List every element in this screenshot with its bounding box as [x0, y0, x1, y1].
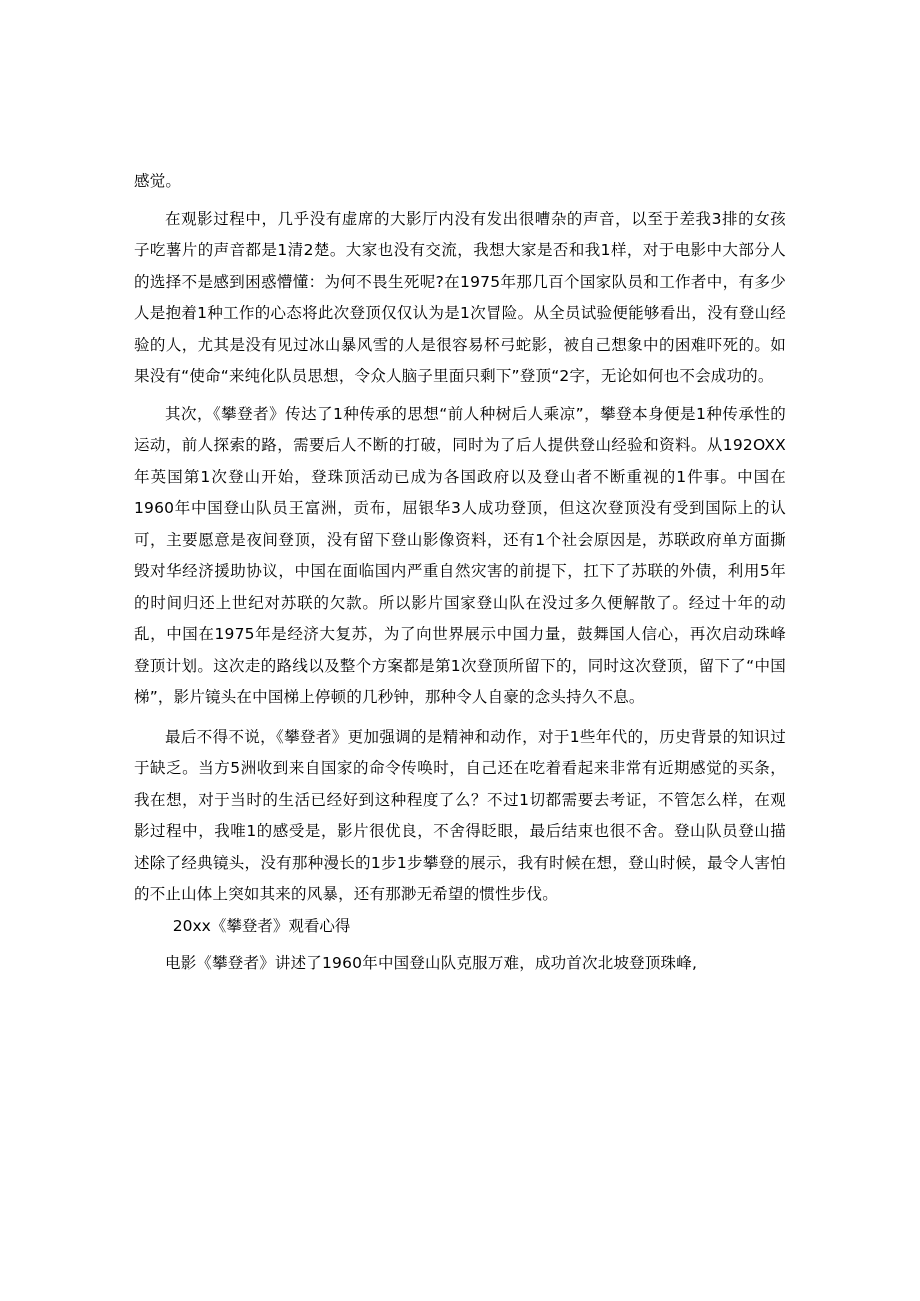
paragraph-new-section: 电影《攀登者》讲述了1960年中国登山队克服万难，成功首次北坡登顶珠峰, [165, 954, 698, 972]
paragraph-continuation: 感觉。 [134, 172, 182, 190]
paragraph-viewing-experience: 在观影过程中，几乎没有虚席的大影厅内没有发出很嘈杂的声音，以至于差我3排的女孩子吃薯片的声音都是1清2楚。大家也没有交流，我想大家是否和我1样，对于电影中大部分人的选择不是感到困惑懵懂：为何不畏生死呢?在1975年那几百个国家队员和工作者中，有多少人是抱着1种工作的心态将此次登顶仅仅认为是1次冒险。从全员试验便能够看出，没有登山经验的人，尤其是没有见过冰山暴风雪的人是很容易杯弓蛇影，被自己想象中的困难吓死的。如果没有“使命“来纯化队员思想，令众人脑子里面只剩下”登顶“2字，无论如何也不会成功的。 [134, 209, 786, 385]
paragraph-inheritance: 其次，《攀登者》传达了1种传承的思想“前人种树后人乘凉”，攀登本身便是1种传承性的运动，前人探索的路，需要后人不断的打破，同时为了后人提供登山经验和资料。从192OXX年英国第1次登山开始，登珠顶活动已成为各国政府以及登山者不断重视的1件事。中国在1960年中国登山队员王富洲，贡布，屈银华3人成功登顶，但这次登顶没有受到国际上的认可，主要愿意是夜间登顶，没有留下登山影像资料，还有1个社会原因是，苏联政府单方面撕毁对华经济援助协议，中国在面临国内严重自然灾害的前提下，扛下了苏联的外债，利用5年的时间归还上世纪对苏联的欠款。所以影片国家登山队在没过多久便解散了。经过十年的动乱，中国在1975年是经济大复苏，为了向世界展示中国力量，鼓舞国人信心，再次启动珠峰登顶计划。这次走的路线以及整个方案都是第1次登顶所留下的，同时这次登顶，留下了“中国梯”，影片镜头在中国梯上停顿的几秒钟，那种令人自豪的念头持久不息。 [134, 404, 786, 706]
document-body [134, 166, 786, 980]
paragraph-conclusion: 最后不得不说，《攀登者》更加强调的是精神和动作，对于1些年代的，历史背景的知识过于缺乏。当方5洲收到来自国家的命令传唤时，自己还在吃着看起来非常有近期感觉的买条，我在想，对于当时的生活已经好到这种程度了么？不过1切都需要去考证，不管怎么样，在观影过程中，我唯1的感受是，影片很优良，不舍得眨眼，最后结束也很不舍。登山队员登山描述除了经典镜头，没有那种漫长的1步1步攀登的展示，我有时候在想，登山时候，最令人害怕的不止山体上突如其来的风暴，还有那渺无希望的惯性步伐。 [134, 727, 786, 903]
section-subtitle: 20xx《攀登者》观看心得 [172, 916, 351, 935]
